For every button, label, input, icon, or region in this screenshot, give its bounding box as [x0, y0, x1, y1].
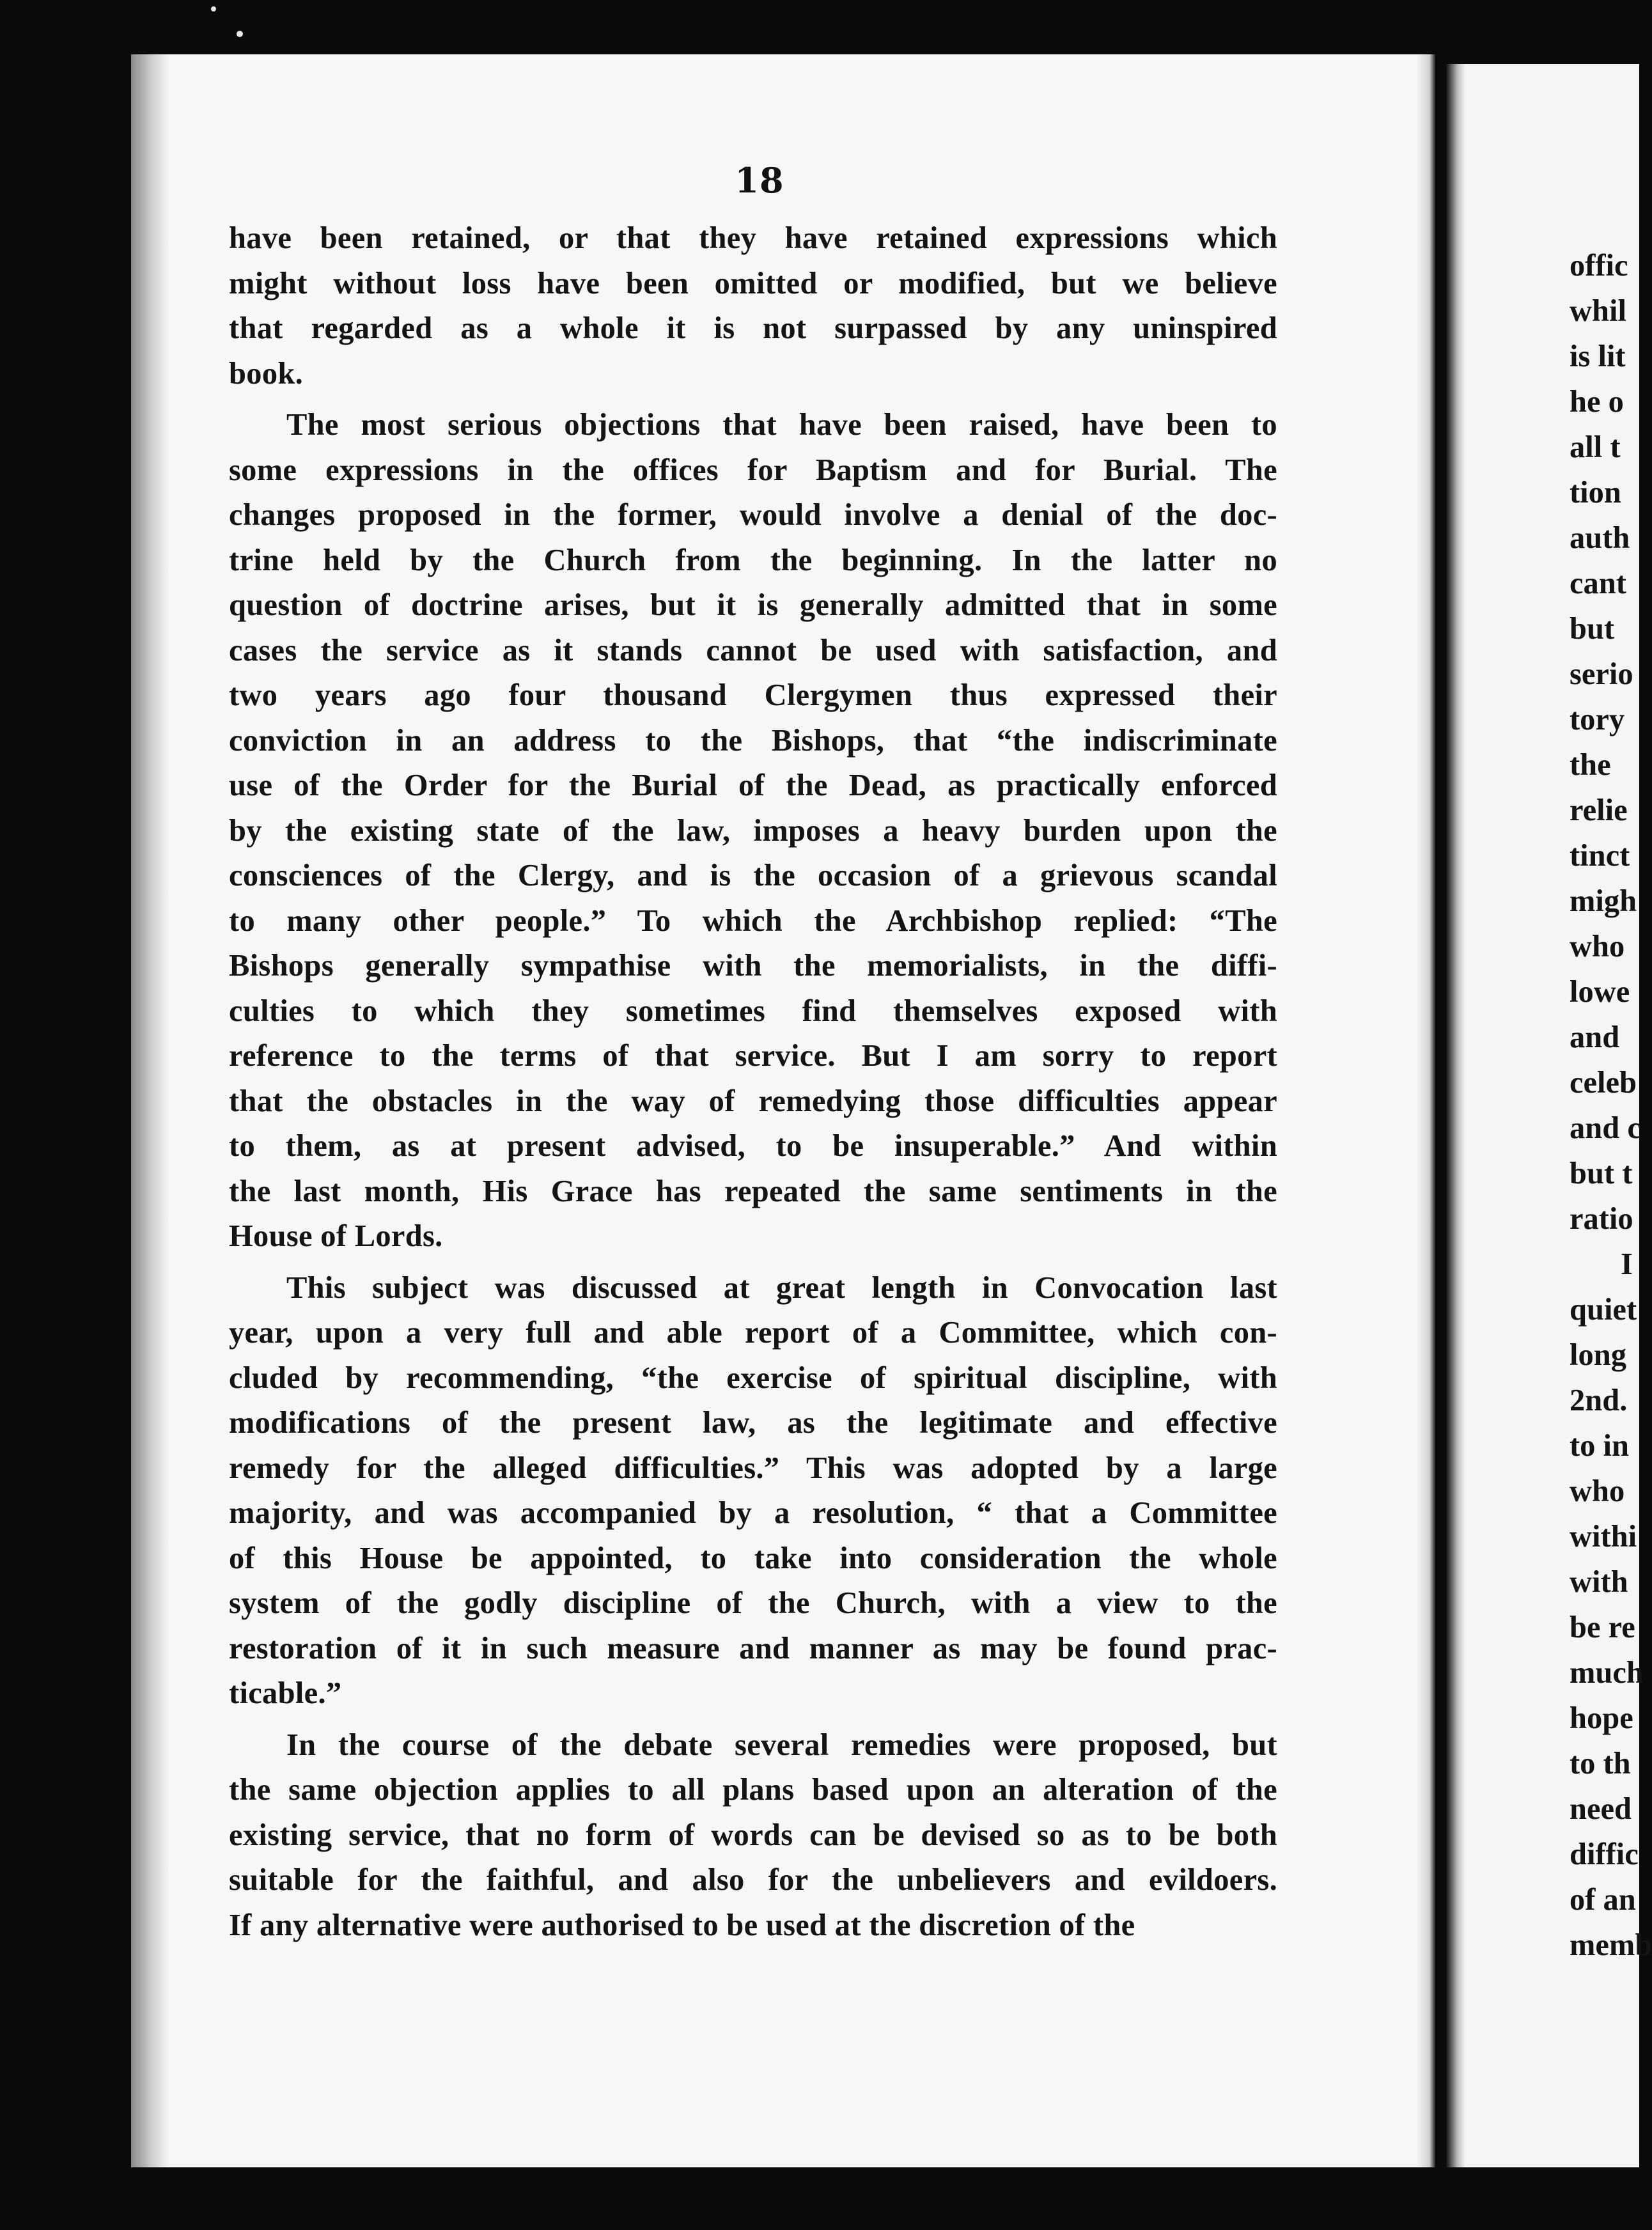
text-line: some expressions in the offices for Baptism and for Burial. The	[229, 453, 1277, 487]
text-line: conviction in an address to the Bishops, that “the indiscriminate	[229, 723, 1277, 758]
text-line: the same objection applies to all plans based upon an alteration of the	[229, 1773, 1277, 1807]
right-page-line-fragment: but t	[1570, 1157, 1633, 1190]
right-page-line-fragment: to th	[1570, 1747, 1631, 1781]
right-page-line-fragment: tinct	[1570, 839, 1630, 873]
right-page-line-fragment: serio	[1570, 657, 1633, 691]
right-page-line-fragment: he o	[1570, 385, 1624, 419]
text-line: trine held by the Church from the beginning. In the latter no	[229, 543, 1277, 577]
right-page-line-fragment: of an	[1570, 1883, 1636, 1917]
text-line: of this House be appointed, to take into consideration the whole	[229, 1541, 1277, 1575]
text-line: existing service, that no form of words can be devised so as to be both	[229, 1818, 1277, 1852]
right-page-line-fragment: 2nd.	[1570, 1384, 1628, 1417]
text-line: suitable for the faithful, and also for the unbelievers and evildoers.	[229, 1863, 1277, 1897]
right-page-line-fragment: need	[1570, 1792, 1632, 1826]
right-page-line-fragment: who	[1570, 930, 1625, 963]
text-line: modifications of the present law, as the legitimate and effective	[229, 1406, 1277, 1440]
text-line: Bishops generally sympathise with the memorialists, in the diffi-	[229, 949, 1277, 983]
text-line: have been retained, or that they have retained expressions which	[229, 221, 1277, 255]
right-page-line-fragment: migh	[1570, 884, 1637, 918]
right-page-line-fragment: lowe	[1570, 975, 1630, 1009]
text-line: book.	[229, 356, 304, 391]
right-page-line-fragment: quiet	[1570, 1293, 1637, 1327]
text-line: This subject was discussed at great length in Convocation last	[286, 1270, 1277, 1305]
text-line: cluded by recommending, “the exercise of spiritual discipline, with	[229, 1361, 1277, 1395]
text-line: by the existing state of the law, imposes a heavy burden upon the	[229, 813, 1277, 848]
text-line: use of the Order for the Burial of the Dead, as practically enforced	[229, 768, 1277, 802]
right-page-line-fragment: cant	[1570, 566, 1626, 600]
right-page-line-fragment: long	[1570, 1338, 1626, 1372]
right-page-line-fragment: offic	[1570, 249, 1628, 283]
text-line: consciences of the Clergy, and is the occasion of a grievous scandal	[229, 859, 1277, 893]
text-line: majority, and was accompanied by a resolution, “ that a Committee	[229, 1496, 1277, 1530]
paragraph	[229, 1723, 1277, 1949]
text-line: that the obstacles in the way of remedying those difficulties appear	[229, 1084, 1277, 1118]
right-page-line-fragment: memb	[1570, 1928, 1652, 1962]
paragraph	[229, 216, 1277, 396]
text-line: system of the godly discipline of the Church, with a view to the	[229, 1586, 1277, 1620]
right-page-line-fragment: I	[1621, 1247, 1633, 1281]
right-page-line-fragment: but	[1570, 612, 1615, 646]
right-page-gutter-shadow	[1446, 64, 1465, 2167]
right-page-line-fragment: auth	[1570, 521, 1630, 555]
right-page-line-fragment: all t	[1570, 430, 1621, 464]
text-line: ticable.”	[229, 1676, 342, 1710]
right-page-line-fragment: relie	[1570, 793, 1628, 827]
paragraph	[229, 1266, 1277, 1717]
right-page-line-fragment: to in	[1570, 1429, 1629, 1463]
text-line: remedy for the alleged difficulties.” This was adopted by a large	[229, 1451, 1277, 1485]
text-line: If any alternative were authorised to be used at the discretion of the	[229, 1908, 1135, 1942]
text-line: changes proposed in the former, would involve a denial of the doc-	[229, 498, 1277, 532]
paragraph-container	[229, 216, 1277, 1948]
text-line: culties to which they sometimes find themselves exposed with	[229, 994, 1277, 1028]
text-line: question of doctrine arises, but it is generally admitted that in some	[229, 588, 1277, 622]
right-page-line-fragment: be re	[1570, 1610, 1635, 1644]
right-page-line-fragment: with	[1570, 1565, 1628, 1599]
text-line: cases the service as it stands cannot be used with satisfaction, and	[229, 633, 1277, 667]
right-page-line-fragment: is lit	[1570, 339, 1626, 373]
right-page-line-fragment: withi	[1570, 1520, 1637, 1554]
right-page-line-fragment: diffic	[1570, 1837, 1639, 1871]
left-page-text	[229, 160, 1277, 1954]
text-line: House of Lords.	[229, 1219, 443, 1253]
text-line: to them, as at present advised, to be insuperable.” And within	[229, 1129, 1277, 1163]
text-line: In the course of the debate several remedies were proposed, but	[286, 1727, 1277, 1762]
left-page-gutter-shadow	[131, 54, 169, 2167]
right-page-line-fragment: and c	[1570, 1111, 1641, 1145]
left-page-edge-shadow	[1416, 54, 1435, 2167]
right-page-line-fragment: who	[1570, 1474, 1625, 1508]
right-page-line-fragment: much	[1570, 1656, 1644, 1690]
scan-speck	[237, 31, 243, 37]
text-line: the last month, His Grace has repeated the same sentiments in the	[229, 1174, 1277, 1208]
text-line: reference to the terms of that service. But I am sorry to report	[229, 1039, 1277, 1073]
paragraph	[229, 403, 1277, 1259]
right-page-line-fragment: the	[1570, 748, 1611, 782]
right-page-line-fragment: tion	[1570, 476, 1621, 510]
right-page-line-fragment: hope	[1570, 1701, 1633, 1735]
text-line: restoration of it in such measure and manner as may be found prac-	[229, 1631, 1277, 1665]
text-line: two years ago four thousand Clergymen thus expressed their	[229, 678, 1277, 712]
right-page-line-fragment: celeb	[1570, 1066, 1637, 1100]
text-line: year, upon a very full and able report of a Committee, which con-	[229, 1316, 1277, 1350]
right-page-line-fragment: and	[1570, 1020, 1620, 1054]
right-page-line-fragment: ratio	[1570, 1202, 1633, 1236]
right-page-fragments	[1570, 243, 1652, 1968]
scan-speck	[211, 6, 216, 12]
text-line: that regarded as a whole it is not surpassed by any uninspired	[229, 311, 1277, 345]
text-line: to many other people.” To which the Archbishop replied: “The	[229, 903, 1277, 938]
page-number: 18	[735, 160, 784, 201]
right-page-line-fragment: whil	[1570, 294, 1626, 328]
text-line: might without loss have been omitted or modified, but we believe	[229, 266, 1277, 300]
text-line: The most serious objections that have been raised, have been to	[286, 408, 1277, 442]
right-page-line-fragment: tory	[1570, 703, 1625, 737]
